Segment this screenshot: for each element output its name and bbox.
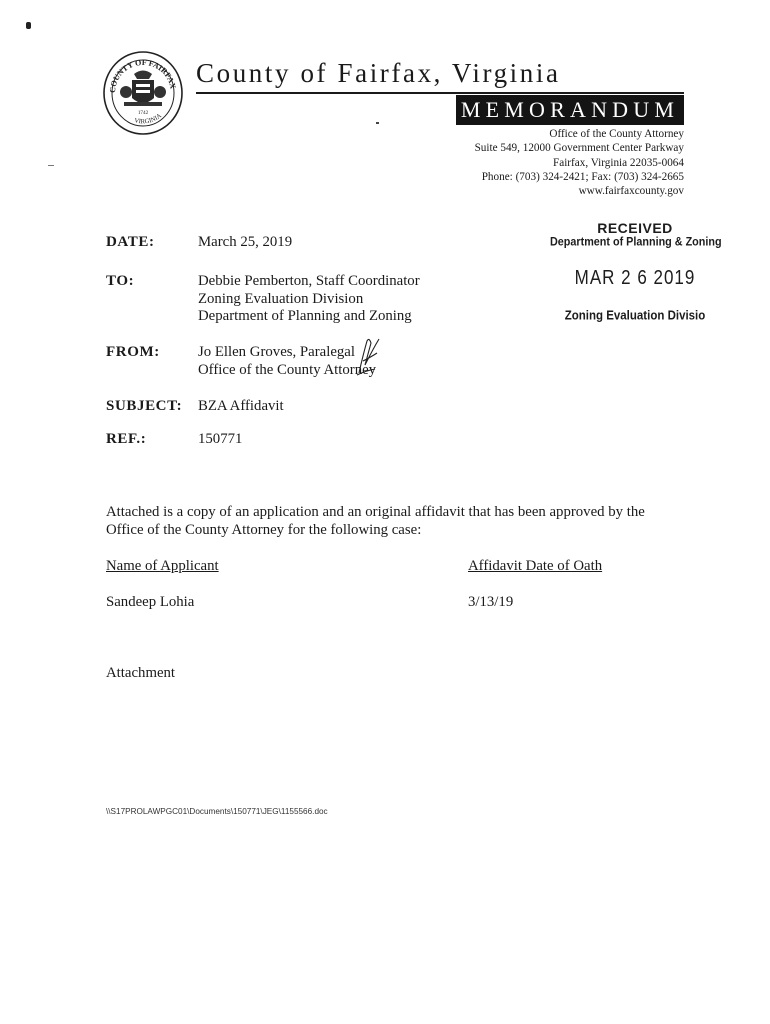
document-path: \\S17PROLAWPGC01\Documents\150771\JEG\1155566.doc <box>106 807 328 816</box>
seal-top-text: COUNTY OF FAIRFAX <box>107 57 178 94</box>
to-label: TO: <box>106 273 135 289</box>
ref-value: 150771 <box>198 431 243 447</box>
stamp-division: Zoning Evaluation Divisio <box>564 309 706 323</box>
scan-mark <box>376 122 379 124</box>
to-recipient <box>198 273 420 326</box>
subject-label: SUBJECT: <box>106 398 183 414</box>
county-title: County of Fairfax, Virginia <box>196 58 561 88</box>
date-value: March 25, 2019 <box>198 234 293 250</box>
to-line: Department of Planning and Zoning <box>198 308 412 324</box>
handwritten-initials-icon <box>353 335 383 379</box>
to-line: Zoning Evaluation Division <box>198 290 364 307</box>
seal-bottom-text: VIRGINIA <box>133 112 163 126</box>
date-label: DATE: <box>106 234 155 250</box>
office-city: Fairfax, Virginia 22035-0064 <box>553 156 684 169</box>
from-line: Jo Ellen Groves, Paralegal <box>198 344 355 360</box>
office-name: Office of the County Attorney <box>549 128 684 140</box>
oath-date: 3/13/19 <box>468 594 514 610</box>
oath-date-column-header: Affidavit Date of Oath <box>468 558 603 574</box>
from-sender <box>198 344 376 379</box>
seal-year: 1742 <box>137 110 149 116</box>
to-line: Debbie Pemberton, Staff Coordinator <box>198 273 420 289</box>
scan-mark <box>48 165 54 166</box>
subject-value: BZA Affidavit <box>198 398 284 414</box>
title-rule <box>196 92 684 94</box>
memorandum-banner: MEMORANDUM <box>456 95 684 125</box>
attachment-note: Attachment <box>106 665 176 681</box>
stamp-department: Department of Planning & Zoning <box>550 235 722 249</box>
received-stamp <box>550 220 720 322</box>
stamp-date: MAR 2 6 2019 <box>574 266 696 289</box>
from-label: FROM: <box>106 344 160 360</box>
office-contact-block <box>475 127 684 198</box>
county-seal-icon <box>102 50 184 136</box>
office-address: Suite 549, 12000 Government Center Parkway <box>474 142 684 155</box>
applicant-name: Sandeep Lohia <box>106 594 195 610</box>
office-phone: Phone: (703) 324-2421; Fax: (703) 324-2665 <box>481 170 684 183</box>
applicant-column-header: Name of Applicant <box>106 558 219 574</box>
office-website: www.fairfaxcounty.gov <box>578 185 684 198</box>
from-line: Office of the County Attorney <box>198 361 377 378</box>
scan-mark <box>26 22 31 29</box>
body-paragraph: Attached is a copy of an application and an original affidavit that has been approved by the Office of the County Attorney for the following case: <box>106 504 645 538</box>
ref-label: REF.: <box>106 431 147 447</box>
stamp-received: RECEIVED <box>597 220 673 236</box>
